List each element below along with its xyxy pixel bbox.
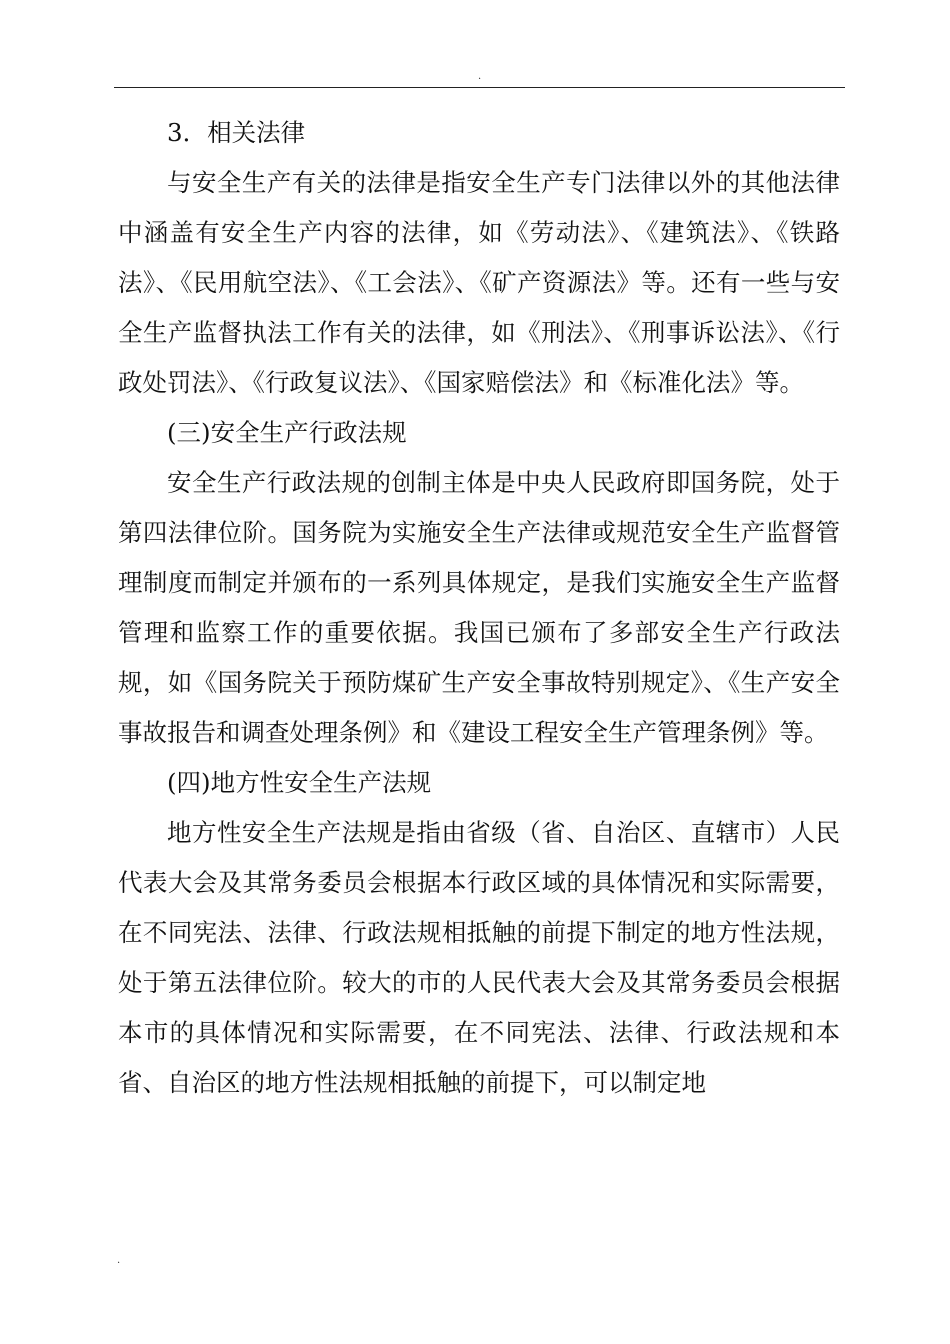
footer-dot: . (117, 1255, 121, 1266)
document-body (118, 108, 840, 1108)
section-3-heading: 3．相关法律 (167, 118, 306, 147)
header-dot: . (478, 71, 482, 82)
section-3-paragraph: 与安全生产有关的法律是指安全生产专门法律以外的其他法律中涵盖有安全生产内容的法律，如《劳动法》、《建筑法》、《铁路法》、《民用航空法》、《工会法》、《矿产资源法》等。还有一些与安全生产监督执法工作有关的法律，如《刑法》、《刑事诉讼法》、《行政处罚法》、《行政复议法》、《国家赔偿法》和《标准化法》等。 (118, 168, 840, 397)
section-san-paragraph: 安全生产行政法规的创制主体是中央人民政府即国务院，处于第四法律位阶。国务院为实施安全生产法律或规范安全生产监督管理制度而制定并颁布的一系列具体规定，是我们实施安全生产监督管理和监察工作的重要依据。我国已颁布了多部安全生产行政法规，如《国务院关于预防煤矿生产安全事故特别规定》、《生产安全事故报告和调查处理条例》和《建设工程安全生产管理条例》等。 (118, 468, 840, 747)
section-si-heading: (四)地方性安全生产法规 (167, 768, 432, 797)
section-si-paragraph: 地方性安全生产法规是指由省级（省、自治区、直辖市）人民代表大会及其常务委员会根据本行政区域的具体情况和实际需要，在不同宪法、法律、行政法规相抵触的前提下制定的地方性法规，处于第五法律位阶。较大的市的人民代表大会及其常务委员会根据本市的具体情况和实际需要，在不同宪法、法律、行政法规和本省、自治区的地方性法规相抵触的前提下，可以制定地 (118, 818, 840, 1097)
header-rule (114, 87, 845, 88)
section-san-heading: (三)安全生产行政法规 (167, 418, 407, 447)
